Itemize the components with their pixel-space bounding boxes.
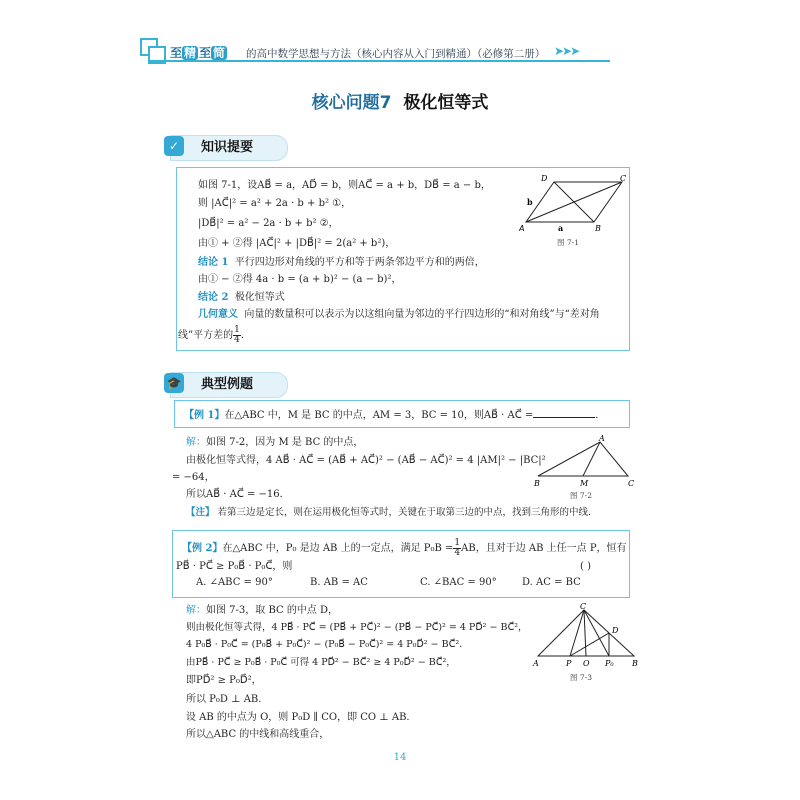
page-title	[0, 88, 800, 113]
example-1-solution-text-1: 如图 7-2，因为 M 是 BC 的中点，	[206, 437, 364, 448]
option-a: A. ∠ABC = 90°	[196, 577, 273, 588]
example-2-solution-text-1: 如图 7-3，取 BC 的中点 D，	[206, 605, 339, 616]
example-1-solution-line-4: 所以AB⃗ · AC⃗ = −16．	[186, 489, 290, 500]
example-2-solution-label: 解：	[186, 605, 206, 616]
fig3-label-D: D	[612, 626, 619, 635]
header-arrows-icon: ➤➤➤	[554, 44, 579, 58]
fraction-denominator: 4	[234, 335, 240, 345]
fig2-label-C: C	[628, 479, 635, 488]
page-number: 14	[393, 752, 407, 763]
example-2-statement-line-2: PB⃗ · PC⃗ ≥ P₀B⃗ · P₀C⃗，则	[176, 561, 293, 572]
example-2-solution-line-5: 即PD⃗² ≥ P₀D⃗²，	[186, 675, 262, 686]
fig2-label-B: B	[534, 479, 540, 488]
example-2-solution-line-1	[186, 605, 338, 617]
series-brand	[170, 44, 228, 61]
geometric-meaning-text-2a: 线”平方差的	[178, 330, 234, 341]
example-2-text-b: AB，且对于边 AB 上任一点 P，恒有	[461, 543, 627, 554]
brand-char-1: 至	[170, 46, 183, 60]
fig3-label-O: O	[583, 659, 590, 668]
fig2-caption: 图 7-2	[570, 491, 592, 500]
fig1-label-b: b	[527, 197, 533, 207]
fig1-label-B: B	[595, 224, 601, 233]
figure-7-2	[530, 432, 640, 502]
book-title: 的高中数学思想与方法（核心内容从入门到精通）（必修第二册）	[246, 48, 546, 60]
example-1-solution-line-3: = −64，	[172, 472, 215, 483]
option-c: C. ∠BAC = 90°	[420, 577, 497, 588]
example-1-note	[186, 507, 598, 519]
conclusion-1-text: 平行四边形对角线的平方和等于两条邻边平方和的两倍，	[234, 257, 485, 268]
example-2-solution-line-6: 所以 P₀D ⊥ AB．	[186, 694, 269, 705]
section-tag-knowledge-label: 知识提要	[201, 140, 254, 155]
example-1-solution-line-1	[186, 437, 363, 449]
page-title-main: 极化恒等式	[403, 93, 489, 113]
graduation-cap-icon: 🎓	[164, 373, 184, 393]
example-2-solution-line-8: 所以△ABC 的中线和高线重合，	[186, 729, 330, 740]
fig1-label-a: a	[558, 223, 564, 233]
example-1-end: ．	[595, 410, 606, 421]
fig3-caption: 图 7-3	[570, 673, 592, 682]
knowledge-line-subtract: 由① − ②得 4a · b = (a + b)² − (a − b)²，	[198, 274, 402, 285]
conclusion-1-label: 结论 1	[198, 257, 229, 268]
geometric-meaning-line-2	[178, 326, 251, 345]
brand-char-3: 至	[199, 46, 212, 60]
example-1-statement	[184, 408, 605, 422]
fig2-label-M: M	[580, 479, 589, 488]
example-2-fraction-numerator: 1	[454, 538, 461, 548]
page-title-prefix: 核心问题7	[311, 93, 392, 113]
note-label: 【注】	[186, 507, 215, 518]
example-1-text: 在△ABC 中，M 是 BC 的中点，AM = 3，BC = 10，则AB⃗ · AC⃗ =	[224, 410, 534, 421]
fig3-label-A: A	[533, 659, 539, 668]
example-2-statement-line-1	[182, 539, 627, 558]
example-2-solution-line-7: 设 AB 的中点为 O，则 P₀D ∥ CO，即 CO ⊥ AB．	[186, 712, 417, 723]
example-2-solution-line-4: 由PB⃗ · PC⃗ ≥ P₀B⃗ · P₀C⃗ 可得 4 PD⃗² − BC⃗² ≥ 4 P₀D⃗² − BC⃗²，	[186, 657, 456, 668]
knowledge-line-4: 由① + ②得 |AC⃗|² + |DB⃗|² = 2(a² + b²)，	[198, 238, 396, 249]
geometric-meaning	[198, 309, 600, 321]
conclusion-2-text: 极化恒等式	[234, 292, 285, 303]
geometric-meaning-text-2b: ．	[240, 330, 251, 341]
answer-paren: ( )	[580, 561, 591, 572]
fig1-label-D: D	[541, 174, 548, 183]
section-tag-examples	[170, 372, 288, 398]
example-1-solution-line-2: 由极化恒等式得，4 AB⃗ · AC⃗ = (AB⃗ + AC⃗)² − (AB⃗ − AC⃗)² = 4 |AM|² − |BC|²	[186, 455, 546, 466]
conclusion-1	[198, 257, 485, 269]
option-b: B. AB = AC	[310, 577, 368, 588]
brand-char-4: 简	[213, 46, 226, 60]
fig1-label-A: A	[519, 224, 525, 233]
fig3-label-P: P	[566, 659, 572, 668]
knowledge-line-3: |DB⃗|² = a² − 2a · b + b² ②，	[198, 218, 339, 229]
example-1-label: 【例 1】	[184, 410, 225, 421]
answer-blank	[533, 408, 595, 418]
fraction-one-quarter	[233, 326, 241, 345]
checkmark-book-icon: ✓	[164, 136, 184, 156]
knowledge-line-1: 如图 7-1，设AB⃗ = a，AD⃗ = b，则AC⃗ = a + b，DB⃗ = a − b，	[198, 180, 491, 191]
note-text: 若第三边是定长，则在运用极化恒等式时，关键在于取第三边的中点，找到三角形的中线．	[217, 507, 598, 518]
conclusion-2-label: 结论 2	[198, 292, 229, 303]
fig3-label-B: B	[632, 659, 638, 668]
option-d: D. AC = BC	[522, 577, 581, 588]
figure-7-1	[510, 172, 632, 252]
fig1-label-C: C	[620, 174, 627, 183]
fig2-label-A: A	[599, 434, 605, 443]
example-2-text-a: 在△ABC 中，P₀ 是边 AB 上的一定点，满足 P₀B =	[222, 543, 454, 554]
fig1-caption: 图 7-1	[557, 238, 579, 247]
brand-char-2: 精	[184, 46, 197, 60]
example-2-fraction-denominator: 4	[454, 548, 461, 558]
conclusion-2	[198, 292, 285, 304]
knowledge-line-2: 则 |AC⃗|² = a² + 2a · b + b² ①，	[198, 198, 352, 209]
fig3-label-P0: P₀	[605, 659, 614, 668]
fig3-label-C: C	[580, 602, 587, 611]
example-2-solution-line-3: 4 P₀B⃗ · P₀C⃗ = (P₀B⃗ + P₀C⃗)² − (P₀B⃗ − P₀C⃗)² = 4 P₀D⃗² − BC⃗²．	[186, 639, 469, 650]
figure-7-3	[530, 600, 640, 686]
example-2-label: 【例 2】	[182, 543, 223, 554]
example-2-solution-line-2: 则由极化恒等式得，4 PB⃗ · PC⃗ = (PB⃗ + PC⃗)² − (PB⃗ − PC⃗)² = 4 PD⃗² − BC⃗²，	[186, 622, 528, 633]
fraction-numerator: 1	[234, 325, 240, 335]
example-2-fraction	[453, 539, 461, 558]
geometric-meaning-text-1: 向量的数量积可以表示为以这组向量为邻边的平行四边形的“和对角线”与“差对角	[244, 309, 600, 320]
example-1-solution-label: 解：	[186, 437, 206, 448]
section-tag-examples-label: 典型例题	[201, 377, 254, 392]
geometric-meaning-label: 几何意义	[198, 309, 238, 320]
section-tag-knowledge	[170, 135, 288, 161]
